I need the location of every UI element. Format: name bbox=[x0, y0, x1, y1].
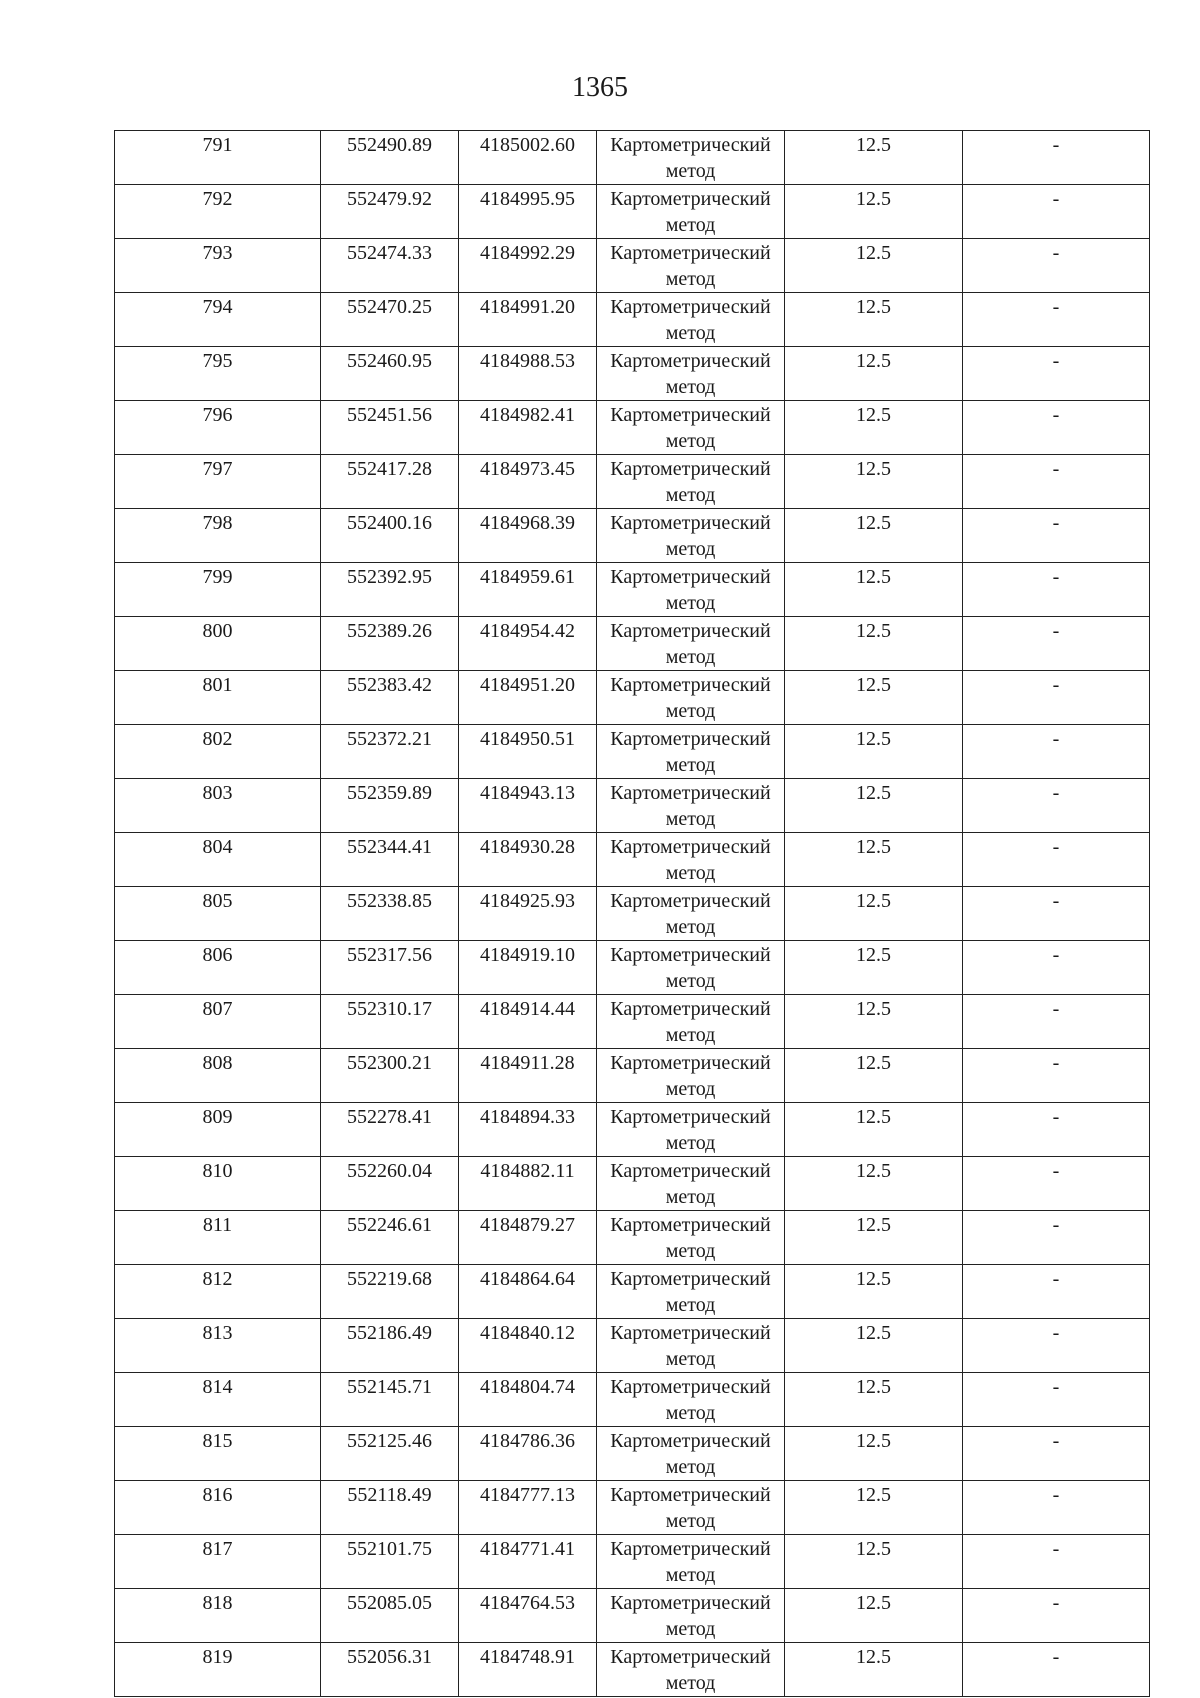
table-row bbox=[115, 401, 1150, 455]
point-number-cell: 794 bbox=[115, 293, 321, 347]
x-coordinate-cell: 552417.28 bbox=[321, 455, 459, 509]
accuracy-cell: 12.5 bbox=[785, 509, 963, 563]
y-coordinate-cell: 4184882.11 bbox=[459, 1157, 597, 1211]
x-coordinate-cell: 552470.25 bbox=[321, 293, 459, 347]
x-coordinate-cell: 552300.21 bbox=[321, 1049, 459, 1103]
x-coordinate-cell: 552056.31 bbox=[321, 1643, 459, 1697]
y-coordinate-cell: 4184786.36 bbox=[459, 1427, 597, 1481]
table-body bbox=[115, 131, 1150, 1697]
table-row bbox=[115, 239, 1150, 293]
x-coordinate-cell: 552479.92 bbox=[321, 185, 459, 239]
note-cell: - bbox=[963, 293, 1150, 347]
point-number-cell: 793 bbox=[115, 239, 321, 293]
y-coordinate-cell: 4184954.42 bbox=[459, 617, 597, 671]
method-cell: Картометрический метод bbox=[597, 1049, 785, 1103]
y-coordinate-cell: 4184991.20 bbox=[459, 293, 597, 347]
accuracy-cell: 12.5 bbox=[785, 1103, 963, 1157]
point-number-cell: 814 bbox=[115, 1373, 321, 1427]
point-number-cell: 805 bbox=[115, 887, 321, 941]
table-row bbox=[115, 1211, 1150, 1265]
accuracy-cell: 12.5 bbox=[785, 1589, 963, 1643]
point-number-cell: 792 bbox=[115, 185, 321, 239]
table-row bbox=[115, 1157, 1150, 1211]
x-coordinate-cell: 552101.75 bbox=[321, 1535, 459, 1589]
y-coordinate-cell: 4184982.41 bbox=[459, 401, 597, 455]
point-number-cell: 811 bbox=[115, 1211, 321, 1265]
x-coordinate-cell: 552460.95 bbox=[321, 347, 459, 401]
table-row bbox=[115, 887, 1150, 941]
y-coordinate-cell: 4184771.41 bbox=[459, 1535, 597, 1589]
y-coordinate-cell: 4184992.29 bbox=[459, 239, 597, 293]
y-coordinate-cell: 4184764.53 bbox=[459, 1589, 597, 1643]
point-number-cell: 810 bbox=[115, 1157, 321, 1211]
note-cell: - bbox=[963, 239, 1150, 293]
accuracy-cell: 12.5 bbox=[785, 779, 963, 833]
note-cell: - bbox=[963, 779, 1150, 833]
note-cell: - bbox=[963, 1049, 1150, 1103]
table-row bbox=[115, 347, 1150, 401]
point-number-cell: 819 bbox=[115, 1643, 321, 1697]
point-number-cell: 806 bbox=[115, 941, 321, 995]
point-number-cell: 817 bbox=[115, 1535, 321, 1589]
y-coordinate-cell: 4184919.10 bbox=[459, 941, 597, 995]
method-cell: Картометрический метод bbox=[597, 401, 785, 455]
accuracy-cell: 12.5 bbox=[785, 1319, 963, 1373]
table-row bbox=[115, 185, 1150, 239]
method-cell: Картометрический метод bbox=[597, 995, 785, 1049]
y-coordinate-cell: 4184995.95 bbox=[459, 185, 597, 239]
note-cell: - bbox=[963, 1643, 1150, 1697]
note-cell: - bbox=[963, 347, 1150, 401]
x-coordinate-cell: 552359.89 bbox=[321, 779, 459, 833]
table-row bbox=[115, 941, 1150, 995]
accuracy-cell: 12.5 bbox=[785, 1427, 963, 1481]
method-cell: Картометрический метод bbox=[597, 1643, 785, 1697]
point-number-cell: 807 bbox=[115, 995, 321, 1049]
note-cell: - bbox=[963, 671, 1150, 725]
x-coordinate-cell: 552474.33 bbox=[321, 239, 459, 293]
accuracy-cell: 12.5 bbox=[785, 1211, 963, 1265]
note-cell: - bbox=[963, 1157, 1150, 1211]
method-cell: Картометрический метод bbox=[597, 347, 785, 401]
point-number-cell: 809 bbox=[115, 1103, 321, 1157]
note-cell: - bbox=[963, 941, 1150, 995]
point-number-cell: 795 bbox=[115, 347, 321, 401]
method-cell: Картометрический метод bbox=[597, 779, 785, 833]
note-cell: - bbox=[963, 185, 1150, 239]
point-number-cell: 799 bbox=[115, 563, 321, 617]
method-cell: Картометрический метод bbox=[597, 1427, 785, 1481]
method-cell: Картометрический метод bbox=[597, 509, 785, 563]
y-coordinate-cell: 4185002.60 bbox=[459, 131, 597, 185]
table-row bbox=[115, 1103, 1150, 1157]
table-row bbox=[115, 1265, 1150, 1319]
method-cell: Картометрический метод bbox=[597, 1157, 785, 1211]
page-number: 1365 bbox=[572, 72, 628, 103]
method-cell: Картометрический метод bbox=[597, 131, 785, 185]
method-cell: Картометрический метод bbox=[597, 1319, 785, 1373]
method-cell: Картометрический метод bbox=[597, 1103, 785, 1157]
method-cell: Картометрический метод bbox=[597, 1589, 785, 1643]
x-coordinate-cell: 552392.95 bbox=[321, 563, 459, 617]
note-cell: - bbox=[963, 1373, 1150, 1427]
x-coordinate-cell: 552186.49 bbox=[321, 1319, 459, 1373]
accuracy-cell: 12.5 bbox=[785, 563, 963, 617]
accuracy-cell: 12.5 bbox=[785, 671, 963, 725]
accuracy-cell: 12.5 bbox=[785, 1373, 963, 1427]
x-coordinate-cell: 552344.41 bbox=[321, 833, 459, 887]
method-cell: Картометрический метод bbox=[597, 1535, 785, 1589]
accuracy-cell: 12.5 bbox=[785, 455, 963, 509]
table-row bbox=[115, 833, 1150, 887]
table-row bbox=[115, 1643, 1150, 1697]
accuracy-cell: 12.5 bbox=[785, 347, 963, 401]
table-row bbox=[115, 1589, 1150, 1643]
accuracy-cell: 12.5 bbox=[785, 1481, 963, 1535]
method-cell: Картометрический метод bbox=[597, 239, 785, 293]
accuracy-cell: 12.5 bbox=[785, 1049, 963, 1103]
accuracy-cell: 12.5 bbox=[785, 239, 963, 293]
y-coordinate-cell: 4184988.53 bbox=[459, 347, 597, 401]
point-number-cell: 797 bbox=[115, 455, 321, 509]
method-cell: Картометрический метод bbox=[597, 1373, 785, 1427]
method-cell: Картометрический метод bbox=[597, 1265, 785, 1319]
x-coordinate-cell: 552085.05 bbox=[321, 1589, 459, 1643]
accuracy-cell: 12.5 bbox=[785, 131, 963, 185]
table-row bbox=[115, 1319, 1150, 1373]
point-number-cell: 800 bbox=[115, 617, 321, 671]
note-cell: - bbox=[963, 1535, 1150, 1589]
y-coordinate-cell: 4184879.27 bbox=[459, 1211, 597, 1265]
accuracy-cell: 12.5 bbox=[785, 1265, 963, 1319]
x-coordinate-cell: 552400.16 bbox=[321, 509, 459, 563]
method-cell: Картометрический метод bbox=[597, 185, 785, 239]
accuracy-cell: 12.5 bbox=[785, 833, 963, 887]
table-row bbox=[115, 293, 1150, 347]
accuracy-cell: 12.5 bbox=[785, 725, 963, 779]
x-coordinate-cell: 552389.26 bbox=[321, 617, 459, 671]
y-coordinate-cell: 4184930.28 bbox=[459, 833, 597, 887]
accuracy-cell: 12.5 bbox=[785, 293, 963, 347]
x-coordinate-cell: 552118.49 bbox=[321, 1481, 459, 1535]
method-cell: Картометрический метод bbox=[597, 1481, 785, 1535]
x-coordinate-cell: 552338.85 bbox=[321, 887, 459, 941]
y-coordinate-cell: 4184911.28 bbox=[459, 1049, 597, 1103]
note-cell: - bbox=[963, 887, 1150, 941]
x-coordinate-cell: 552125.46 bbox=[321, 1427, 459, 1481]
note-cell: - bbox=[963, 1481, 1150, 1535]
table-row bbox=[115, 725, 1150, 779]
table-row bbox=[115, 617, 1150, 671]
accuracy-cell: 12.5 bbox=[785, 1535, 963, 1589]
method-cell: Картометрический метод bbox=[597, 455, 785, 509]
method-cell: Картометрический метод bbox=[597, 671, 785, 725]
note-cell: - bbox=[963, 833, 1150, 887]
point-number-cell: 804 bbox=[115, 833, 321, 887]
point-number-cell: 815 bbox=[115, 1427, 321, 1481]
table-row bbox=[115, 509, 1150, 563]
note-cell: - bbox=[963, 401, 1150, 455]
table-row bbox=[115, 1373, 1150, 1427]
table-row bbox=[115, 1535, 1150, 1589]
table-row bbox=[115, 995, 1150, 1049]
x-coordinate-cell: 552219.68 bbox=[321, 1265, 459, 1319]
accuracy-cell: 12.5 bbox=[785, 995, 963, 1049]
x-coordinate-cell: 552260.04 bbox=[321, 1157, 459, 1211]
method-cell: Картометрический метод bbox=[597, 563, 785, 617]
note-cell: - bbox=[963, 725, 1150, 779]
method-cell: Картометрический метод bbox=[597, 887, 785, 941]
point-number-cell: 812 bbox=[115, 1265, 321, 1319]
note-cell: - bbox=[963, 1589, 1150, 1643]
table-row bbox=[115, 455, 1150, 509]
y-coordinate-cell: 4184959.61 bbox=[459, 563, 597, 617]
y-coordinate-cell: 4184943.13 bbox=[459, 779, 597, 833]
method-cell: Картометрический метод bbox=[597, 833, 785, 887]
table-row bbox=[115, 1049, 1150, 1103]
coordinates-table bbox=[114, 130, 1150, 1697]
note-cell: - bbox=[963, 131, 1150, 185]
y-coordinate-cell: 4184914.44 bbox=[459, 995, 597, 1049]
point-number-cell: 801 bbox=[115, 671, 321, 725]
accuracy-cell: 12.5 bbox=[785, 1643, 963, 1697]
y-coordinate-cell: 4184864.64 bbox=[459, 1265, 597, 1319]
note-cell: - bbox=[963, 563, 1150, 617]
accuracy-cell: 12.5 bbox=[785, 887, 963, 941]
table-row bbox=[115, 563, 1150, 617]
x-coordinate-cell: 552372.21 bbox=[321, 725, 459, 779]
accuracy-cell: 12.5 bbox=[785, 401, 963, 455]
note-cell: - bbox=[963, 617, 1150, 671]
method-cell: Картометрический метод bbox=[597, 941, 785, 995]
point-number-cell: 798 bbox=[115, 509, 321, 563]
point-number-cell: 816 bbox=[115, 1481, 321, 1535]
table-row bbox=[115, 131, 1150, 185]
y-coordinate-cell: 4184951.20 bbox=[459, 671, 597, 725]
note-cell: - bbox=[963, 1211, 1150, 1265]
y-coordinate-cell: 4184804.74 bbox=[459, 1373, 597, 1427]
accuracy-cell: 12.5 bbox=[785, 941, 963, 995]
note-cell: - bbox=[963, 995, 1150, 1049]
accuracy-cell: 12.5 bbox=[785, 617, 963, 671]
point-number-cell: 803 bbox=[115, 779, 321, 833]
table-row bbox=[115, 671, 1150, 725]
table-row bbox=[115, 1427, 1150, 1481]
y-coordinate-cell: 4184925.93 bbox=[459, 887, 597, 941]
y-coordinate-cell: 4184777.13 bbox=[459, 1481, 597, 1535]
y-coordinate-cell: 4184973.45 bbox=[459, 455, 597, 509]
method-cell: Картометрический метод bbox=[597, 293, 785, 347]
x-coordinate-cell: 552383.42 bbox=[321, 671, 459, 725]
x-coordinate-cell: 552490.89 bbox=[321, 131, 459, 185]
accuracy-cell: 12.5 bbox=[785, 185, 963, 239]
accuracy-cell: 12.5 bbox=[785, 1157, 963, 1211]
x-coordinate-cell: 552310.17 bbox=[321, 995, 459, 1049]
method-cell: Картометрический метод bbox=[597, 617, 785, 671]
y-coordinate-cell: 4184894.33 bbox=[459, 1103, 597, 1157]
y-coordinate-cell: 4184840.12 bbox=[459, 1319, 597, 1373]
y-coordinate-cell: 4184968.39 bbox=[459, 509, 597, 563]
point-number-cell: 808 bbox=[115, 1049, 321, 1103]
x-coordinate-cell: 552278.41 bbox=[321, 1103, 459, 1157]
note-cell: - bbox=[963, 1265, 1150, 1319]
table-row bbox=[115, 1481, 1150, 1535]
note-cell: - bbox=[963, 509, 1150, 563]
x-coordinate-cell: 552246.61 bbox=[321, 1211, 459, 1265]
point-number-cell: 791 bbox=[115, 131, 321, 185]
method-cell: Картометрический метод bbox=[597, 1211, 785, 1265]
y-coordinate-cell: 4184950.51 bbox=[459, 725, 597, 779]
note-cell: - bbox=[963, 455, 1150, 509]
table-row bbox=[115, 779, 1150, 833]
x-coordinate-cell: 552317.56 bbox=[321, 941, 459, 995]
point-number-cell: 802 bbox=[115, 725, 321, 779]
note-cell: - bbox=[963, 1319, 1150, 1373]
y-coordinate-cell: 4184748.91 bbox=[459, 1643, 597, 1697]
point-number-cell: 818 bbox=[115, 1589, 321, 1643]
note-cell: - bbox=[963, 1103, 1150, 1157]
point-number-cell: 796 bbox=[115, 401, 321, 455]
x-coordinate-cell: 552451.56 bbox=[321, 401, 459, 455]
point-number-cell: 813 bbox=[115, 1319, 321, 1373]
x-coordinate-cell: 552145.71 bbox=[321, 1373, 459, 1427]
method-cell: Картометрический метод bbox=[597, 725, 785, 779]
note-cell: - bbox=[963, 1427, 1150, 1481]
